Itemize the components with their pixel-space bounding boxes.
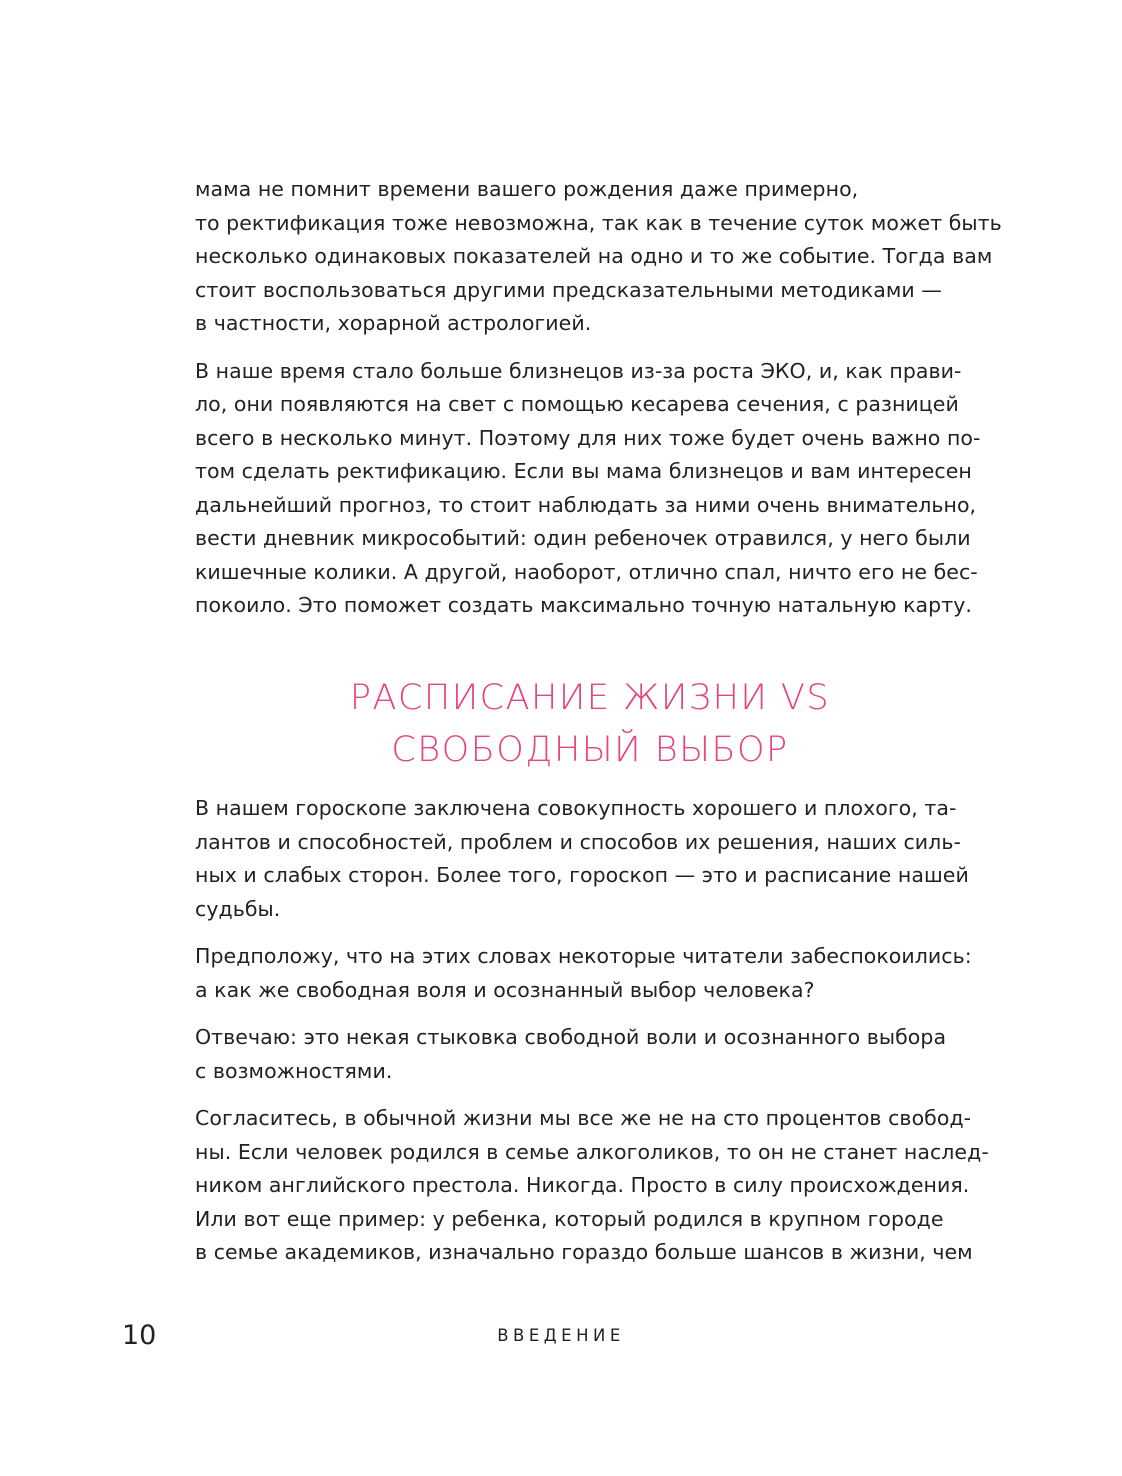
page-number: 10 xyxy=(122,1320,157,1351)
paragraph xyxy=(195,355,985,623)
text-block-bottom xyxy=(195,792,989,1270)
text-line: в семье академиков, изначально гораздо больше шансов в жизни, чем xyxy=(195,1240,973,1264)
running-footer-section: ВВЕДЕНИЕ xyxy=(497,1326,625,1345)
text-line: ло, они появляются на свет с помощью кесарева сечения, с разницей xyxy=(195,392,959,416)
text-line: Согласитесь, в обычной жизни мы все же не на сто процентов свобод- xyxy=(195,1106,972,1130)
text-line: дальнейший прогноз, то стоит наблюдать за ними очень внимательно, xyxy=(195,492,977,517)
text-line: ны. Если человек родился в семье алкоголиков, то он не станет наслед- xyxy=(195,1139,989,1164)
heading-line: РАСПИСАНИЕ ЖИЗНИ VS xyxy=(349,678,831,718)
text-line: В наше время стало больше близнецов из-за роста ЭКО, и, как прави- xyxy=(195,358,962,383)
text-line: судьбы. xyxy=(195,896,281,921)
text-line: мама не помнит времени вашего рождения даже примерно, xyxy=(195,177,859,201)
text-line: покоило. Это поможет создать максимально точную натальную карту. xyxy=(195,593,972,617)
paragraph xyxy=(195,1102,989,1270)
text-line: лантов и способностей, проблем и способов их решения, наших силь- xyxy=(195,829,961,854)
text-line: Отвечаю: это некая стыковка свободной воли и осознанного выбора xyxy=(195,1025,947,1049)
paragraph xyxy=(195,792,985,926)
paragraph xyxy=(195,1021,985,1088)
paragraph xyxy=(195,940,985,1007)
text-line: всего в несколько минут. Поэтому для них тоже будет очень важно по- xyxy=(195,425,981,450)
text-line: Или вот еще пример: у ребенка, который родился в крупном городе xyxy=(195,1206,944,1231)
text-line: В нашем гороскопе заключена совокупность хорошего и плохого, та- xyxy=(195,796,957,820)
text-line: а как же свободная воля и осознанный выбор человека? xyxy=(195,977,815,1002)
heading-line: СВОБОДНЫЙ ВЫБОР xyxy=(391,730,789,770)
text-block-top xyxy=(195,173,1002,623)
text-line: кишечные колики. А другой, наоборот, отлично спал, ничто его не бес- xyxy=(195,559,978,584)
text-line: стоит воспользоваться другими предсказательными методиками — xyxy=(195,277,942,302)
text-line: в частности, хорарной астрологией. xyxy=(195,311,592,335)
text-line: несколько одинаковых показателей на одно и то же событие. Тогда вам xyxy=(195,244,993,268)
paragraph xyxy=(195,173,1002,341)
text-line: вести дневник микрособытий: один ребеночек отравился, у него были xyxy=(195,526,971,550)
text-line: с возможностями. xyxy=(195,1058,393,1083)
text-line: Предположу, что на этих словах некоторые читатели забеспокоились: xyxy=(195,944,972,968)
text-line: ных и слабых сторон. Более того, гороскоп — это и расписание нашей xyxy=(195,863,969,887)
text-line: ником английского престола. Никогда. Просто в силу происхождения. xyxy=(195,1173,970,1197)
text-line: то ректификация тоже невозможна, так как в течение суток может быть xyxy=(195,210,1002,235)
section-heading xyxy=(195,672,985,776)
text-line: том сделать ректификацию. Если вы мама близнецов и вам интересен xyxy=(195,459,972,483)
